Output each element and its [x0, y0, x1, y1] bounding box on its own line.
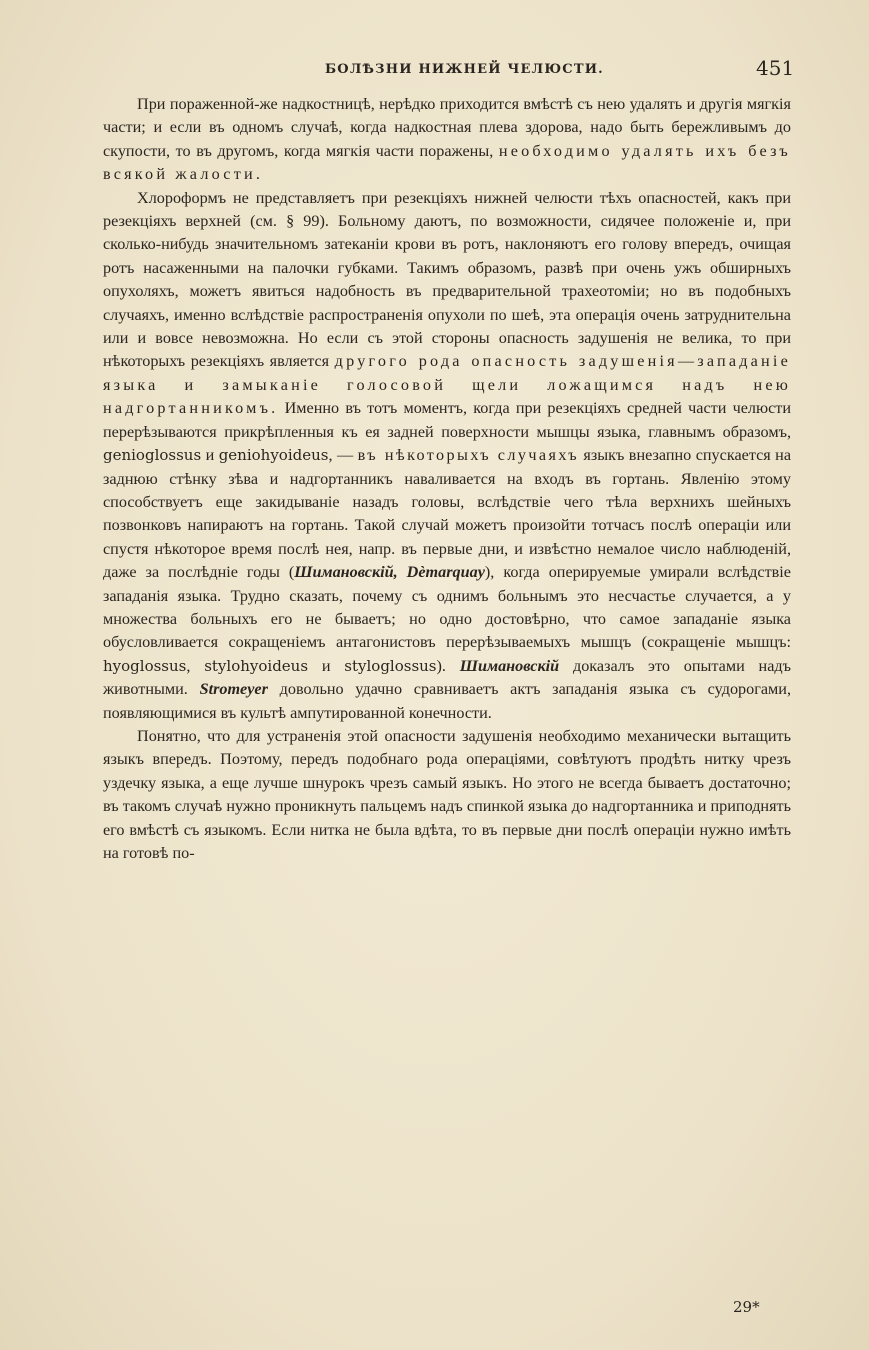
text-segment: Шимановскій: [459, 656, 560, 675]
text-segment: hyoglossus: [103, 656, 187, 675]
text-segment: Именно въ тотъ моментъ, когда при резекціяхъ средней части челюсти перерѣзываются прикрѣпленныя къ ея задней поверхности мышцы языка, главнымъ образомъ,: [103, 399, 791, 441]
text-segment: доказалъ это опытами надъ животными.: [103, 656, 791, 699]
signature-mark: 29*: [733, 1298, 760, 1316]
paragraph: [103, 725, 791, 865]
text-segment: , —: [328, 446, 358, 465]
text-segment: довольно удачно сравниваетъ актъ западанія языка съ судорогами, появляющимися въ культѣ ампутированной конечности.: [103, 680, 791, 722]
text-segment: Хлороформъ не представляетъ при резекціяхъ нижней челюсти тѣхъ опасностей, какъ при резекціяхъ верхней (см. § 99). Больному даютъ, по возможности, сидячее положеніе и, при сколько-нибудь значительномъ затеканіи крови въ ротъ, наклоняютъ его голову впередъ, очищая ротъ насаженными на палочки губками. Такимъ образомъ, развѣ при очень ужъ обширныхъ опухоляхъ, можетъ явиться надобность въ предварительной трахеотоміи; но въ подобныхъ случаяхъ, именно вслѣдствіе распространенія опухоли по шеѣ, эта операція очень затруднительна или и вовсе невозможна. Но если съ этой стороны опасность задушенія не велика, то при нѣкоторыхъ резекціяхъ является: [103, 188, 791, 371]
text-segment: ).: [436, 656, 460, 675]
body-text: [103, 93, 791, 865]
text-segment: и: [308, 656, 345, 675]
text-segment: genioglossus: [103, 446, 202, 465]
text-segment: ,: [186, 656, 205, 675]
text-segment: styloglossus: [344, 656, 437, 675]
text-segment: и: [201, 446, 219, 465]
text-segment: Шимановскій, Dèmarquay: [294, 563, 485, 582]
paragraph: [103, 187, 791, 725]
text-segment: geniohyoideus: [218, 446, 329, 465]
text-segment: stylohyoideus: [204, 656, 309, 675]
text-segment: необходимо удалять ихъ безъ всякой жалости.: [103, 141, 791, 184]
text-segment: Понятно, что для устраненія этой опасности задушенія необходимо механически вытащить языкъ впередъ. Поэтому, передъ подобнаго рода операціями, совѣтуютъ продѣть нитку чрезъ уздечку языка, а еще лучше шнурокъ чрезъ самый языкъ. Но этого не всегда бываетъ достаточно; въ такомъ случаѣ нужно проникнуть пальцемъ надъ спинкой языка до надгортанника и приподнять его вмѣстѣ съ языкомъ. Если нитка не была вдѣта, то въ первые дни послѣ операціи нужно имѣть на готовѣ по-: [103, 726, 791, 862]
text-segment: При пораженной-же надкостницѣ, нерѣдко приходится вмѣстѣ съ нею удалять и другія мягкія части; и если въ одномъ случаѣ, когда надкостная плева здорова, надо быть бережливымъ до скупости, то въ другомъ, когда мягкія части поражены,: [103, 95, 791, 160]
running-header-title: БОЛѢЗНИ НИЖНЕЙ ЧЕЛЮСТИ.: [325, 62, 604, 77]
text-segment: Stromeyer: [199, 680, 268, 699]
text-segment: въ нѣкоторыхъ случаяхъ: [357, 446, 579, 465]
paragraph: [103, 93, 791, 187]
page-number: 451: [756, 56, 795, 80]
text-segment: ), когда оперируемые умирали вслѣдствіе западанія языка. Трудно сказать, почему съ однимъ больнымъ это несчастье случается, а у множества больныхъ его не бываетъ; но одно достовѣрно, что самое западаніе языка обусловливается сокращеніемъ антагонистовъ перерѣзываемыхъ мышцъ (сокращеніе мышцъ:: [103, 563, 791, 652]
text-segment: языкъ внезапно спускается на заднюю стѣнку зѣва и надгортанникъ наваливается на входъ въ гортань. Явленію этому способствуетъ еще закидываніе назадъ головы, вслѣдствіе чего тѣла верхнихъ шейныхъ позвонковъ напираютъ на гортань. Такой случай можетъ произойти тотчасъ послѣ операціи или спустя нѣкоторое время послѣ нея, напр. въ первые дни, и извѣстно немалое число наблюденій, даже за послѣдніе годы (: [103, 446, 792, 582]
text-segment: другого рода опасность задушенія—западаніе языка и замыканіе голосовой щели ложащимся надъ нею надгортанникомъ.: [103, 352, 791, 418]
